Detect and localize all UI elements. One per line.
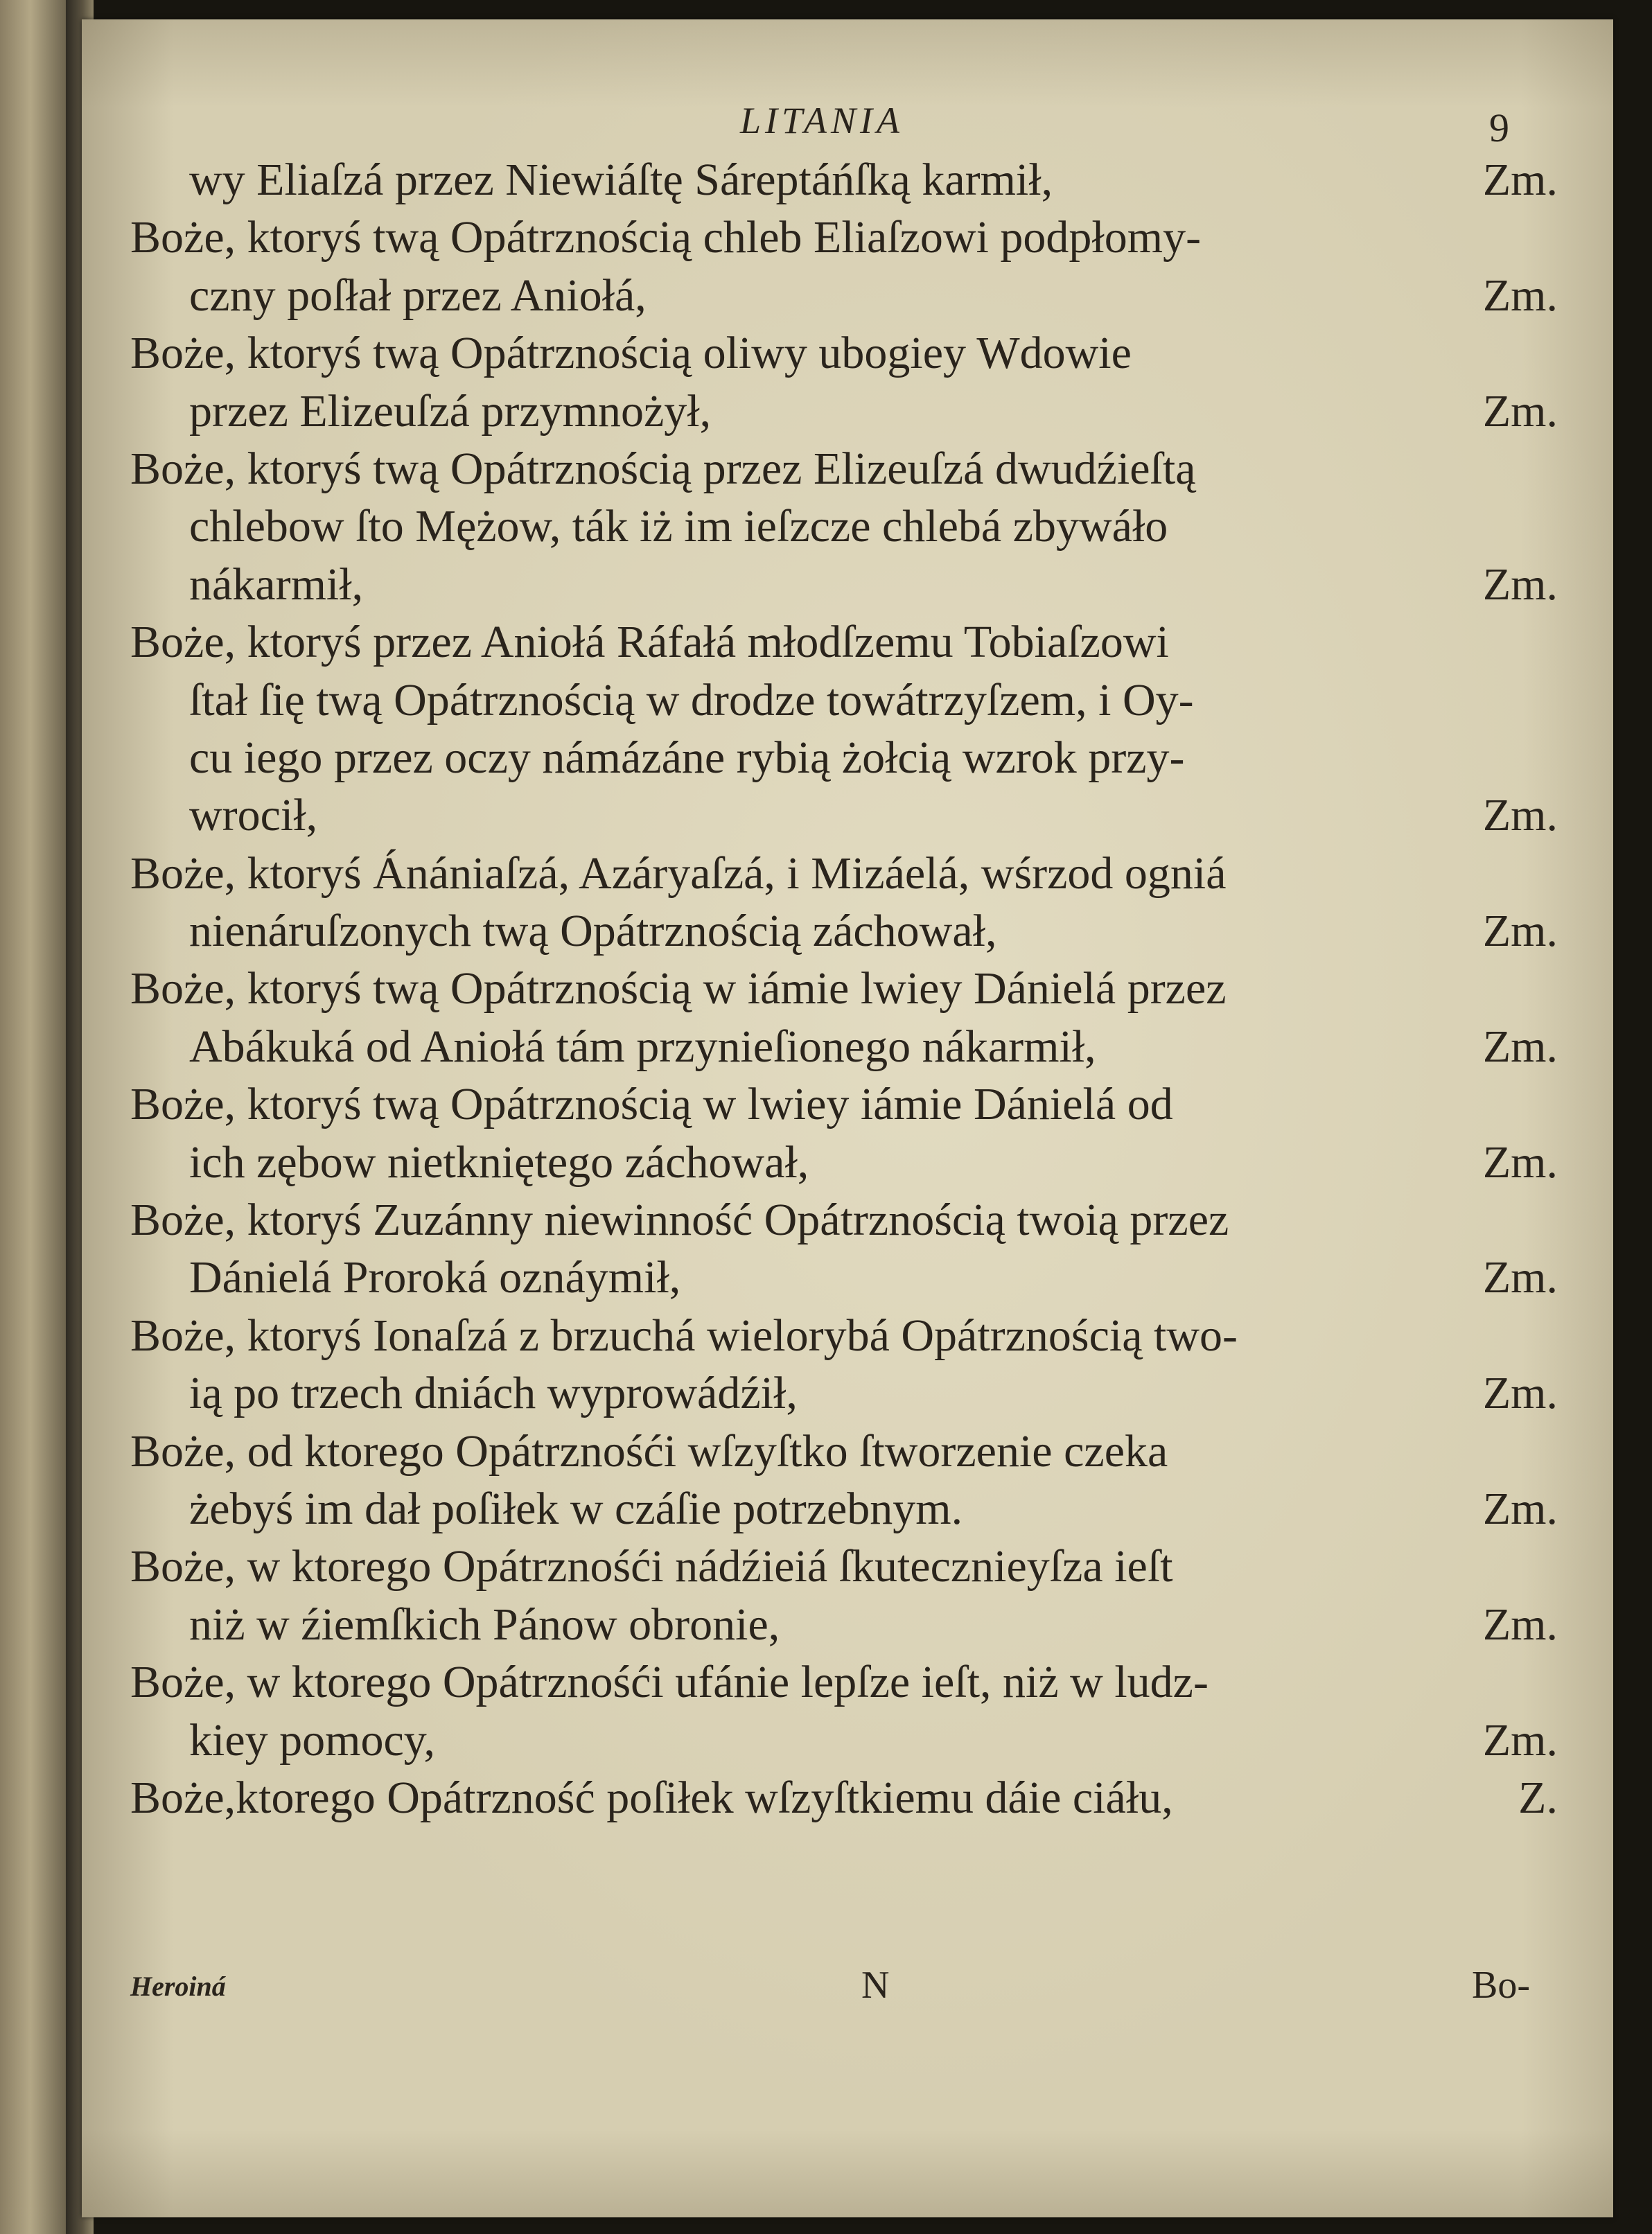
text-line	[130, 1712, 1558, 1769]
text-line	[130, 209, 1558, 266]
line-text: nákarmił,	[189, 558, 364, 610]
response-label: Zm.	[1482, 1483, 1558, 1534]
line-text: ſtał ſię twą Opátrznością w drodze towátrzyſzem, i Oy-	[189, 674, 1194, 725]
line-text: żebyś im dał poſiłek w czáſie potrzebnym.	[189, 1483, 963, 1534]
line-text: Boże, ktoryś twą Opátrznością w lwiey iámie Dánielá od	[130, 1079, 1173, 1130]
line-text: Boże, w ktorego Opátrznośći nádźieiá ſkutecznieyſza ieſt	[130, 1541, 1173, 1592]
line-text: niż w źiemſkich Pánow obronie,	[189, 1599, 780, 1650]
line-text: Boże,ktorego Opátrzność poſiłek wſzyſtkiemu dáie ciáłu,	[130, 1772, 1173, 1823]
text-line	[130, 1075, 1558, 1133]
text-line	[130, 1307, 1558, 1364]
line-text: Boże, ktoryś twą Opátrznością chleb Eliaſzowi podpłomy-	[130, 212, 1202, 263]
line-text: Boże, w ktorego Opátrznośći ufánie lepſze ieſt, niż w ludz-	[130, 1657, 1209, 1708]
running-title: LITANIA	[740, 100, 904, 141]
text-line	[130, 151, 1558, 209]
line-text: ią po trzech dniách wyprowádźił,	[189, 1368, 798, 1419]
catchword: Bo-	[1472, 1964, 1530, 2007]
line-text: Boże, ktoryś twą Opátrznością w iámie lwiey Dánielá przez	[130, 963, 1227, 1014]
response-label: Zm.	[1482, 1252, 1558, 1303]
text-line	[130, 1653, 1558, 1711]
text-line	[130, 1596, 1558, 1653]
page-footer	[130, 1963, 1558, 2018]
running-head	[130, 99, 1558, 155]
response-label: Zm.	[1482, 906, 1558, 957]
response-label: Zm.	[1482, 1599, 1558, 1650]
line-text: Boże, ktoryś twą Opátrznością oliwy ubogiey Wdowie	[130, 328, 1132, 379]
text-line	[130, 1249, 1558, 1306]
line-text: Boże, ktoryś przez Aniołá Ráfałá młodſzemu Tobiaſzowi	[130, 617, 1169, 668]
text-line	[130, 902, 1558, 960]
text-line	[130, 1538, 1558, 1595]
response-label: Z.	[1518, 1772, 1558, 1823]
line-text: Boże, ktoryś Ánániaſzá, Azáryaſzá, i Mizáelá, wśrzod ogniá	[130, 847, 1227, 899]
text-line	[130, 440, 1558, 498]
text-line	[130, 1423, 1558, 1480]
response-label: Zm.	[1482, 1136, 1558, 1188]
line-text: cu iego przez oczy námázáne rybią żołcią wzrok przy-	[189, 732, 1185, 783]
book-page	[82, 19, 1613, 2217]
line-text: czny poſłał przez Aniołá,	[189, 270, 647, 321]
signature-mark: N	[861, 1964, 890, 2007]
response-label: Zm.	[1482, 790, 1558, 841]
facing-page-edge	[0, 0, 76, 2234]
text-line	[130, 960, 1558, 1017]
line-text: Boże, od ktorego Opátrznośći wſzyſtko ſtworzenie czeka	[130, 1425, 1168, 1477]
line-text: nienáruſzonych twą Opátrznością záchował,	[189, 906, 997, 957]
text-line	[130, 1769, 1558, 1827]
response-label: Zm.	[1482, 155, 1558, 205]
line-text: ich zębow nietkniętego záchował,	[189, 1136, 809, 1188]
text-line	[130, 671, 1558, 729]
line-text: Dánielá Proroká oznáymił,	[189, 1252, 681, 1303]
response-label: Zm.	[1482, 270, 1558, 321]
text-line	[130, 382, 1558, 440]
text-line	[130, 1018, 1558, 1075]
page-number: 9	[1489, 105, 1509, 150]
text-line	[130, 1191, 1558, 1249]
line-text: przez Elizeuſzá przymnożył,	[189, 385, 712, 437]
text-line	[130, 1364, 1558, 1422]
response-label: Zm.	[1482, 1368, 1558, 1419]
text-line	[130, 1134, 1558, 1191]
line-text: wy Eliaſzá przez Niewiáſtę Sáreptáńſką karmił,	[189, 155, 1053, 205]
text-line	[130, 324, 1558, 382]
response-label: Zm.	[1482, 1714, 1558, 1766]
line-text: Boże, ktoryś twą Opátrznością przez Elizeuſzá dwudźieſtą	[130, 443, 1196, 494]
text-line	[130, 498, 1558, 555]
litany-lines	[130, 151, 1558, 1827]
response-label: Zm.	[1482, 558, 1558, 610]
response-label: Zm.	[1482, 1021, 1558, 1072]
line-text: Boże, ktoryś Ionaſzá z brzuchá wielorybá Opátrznością two-	[130, 1310, 1238, 1361]
text-line	[130, 613, 1558, 671]
text-line	[130, 786, 1558, 844]
response-label: Zm.	[1482, 385, 1558, 437]
line-text: kiey pomocy,	[189, 1714, 435, 1766]
text-line	[130, 556, 1558, 613]
line-text: Abákuká od Aniołá tám przynieſionego nákarmił,	[189, 1021, 1096, 1072]
line-text: Boże, ktoryś Zuzánny niewinność Opátrznością twoią przez	[130, 1195, 1229, 1246]
text-line	[130, 1480, 1558, 1538]
line-text: chlebow ſto Mężow, ták iż im ieſzcze chlebá zbywáło	[189, 501, 1168, 552]
text-line	[130, 267, 1558, 324]
footer-note: Heroiná	[130, 1971, 226, 2002]
text-line	[130, 845, 1558, 902]
text-line	[130, 729, 1558, 786]
line-text: wrocił,	[189, 790, 318, 841]
